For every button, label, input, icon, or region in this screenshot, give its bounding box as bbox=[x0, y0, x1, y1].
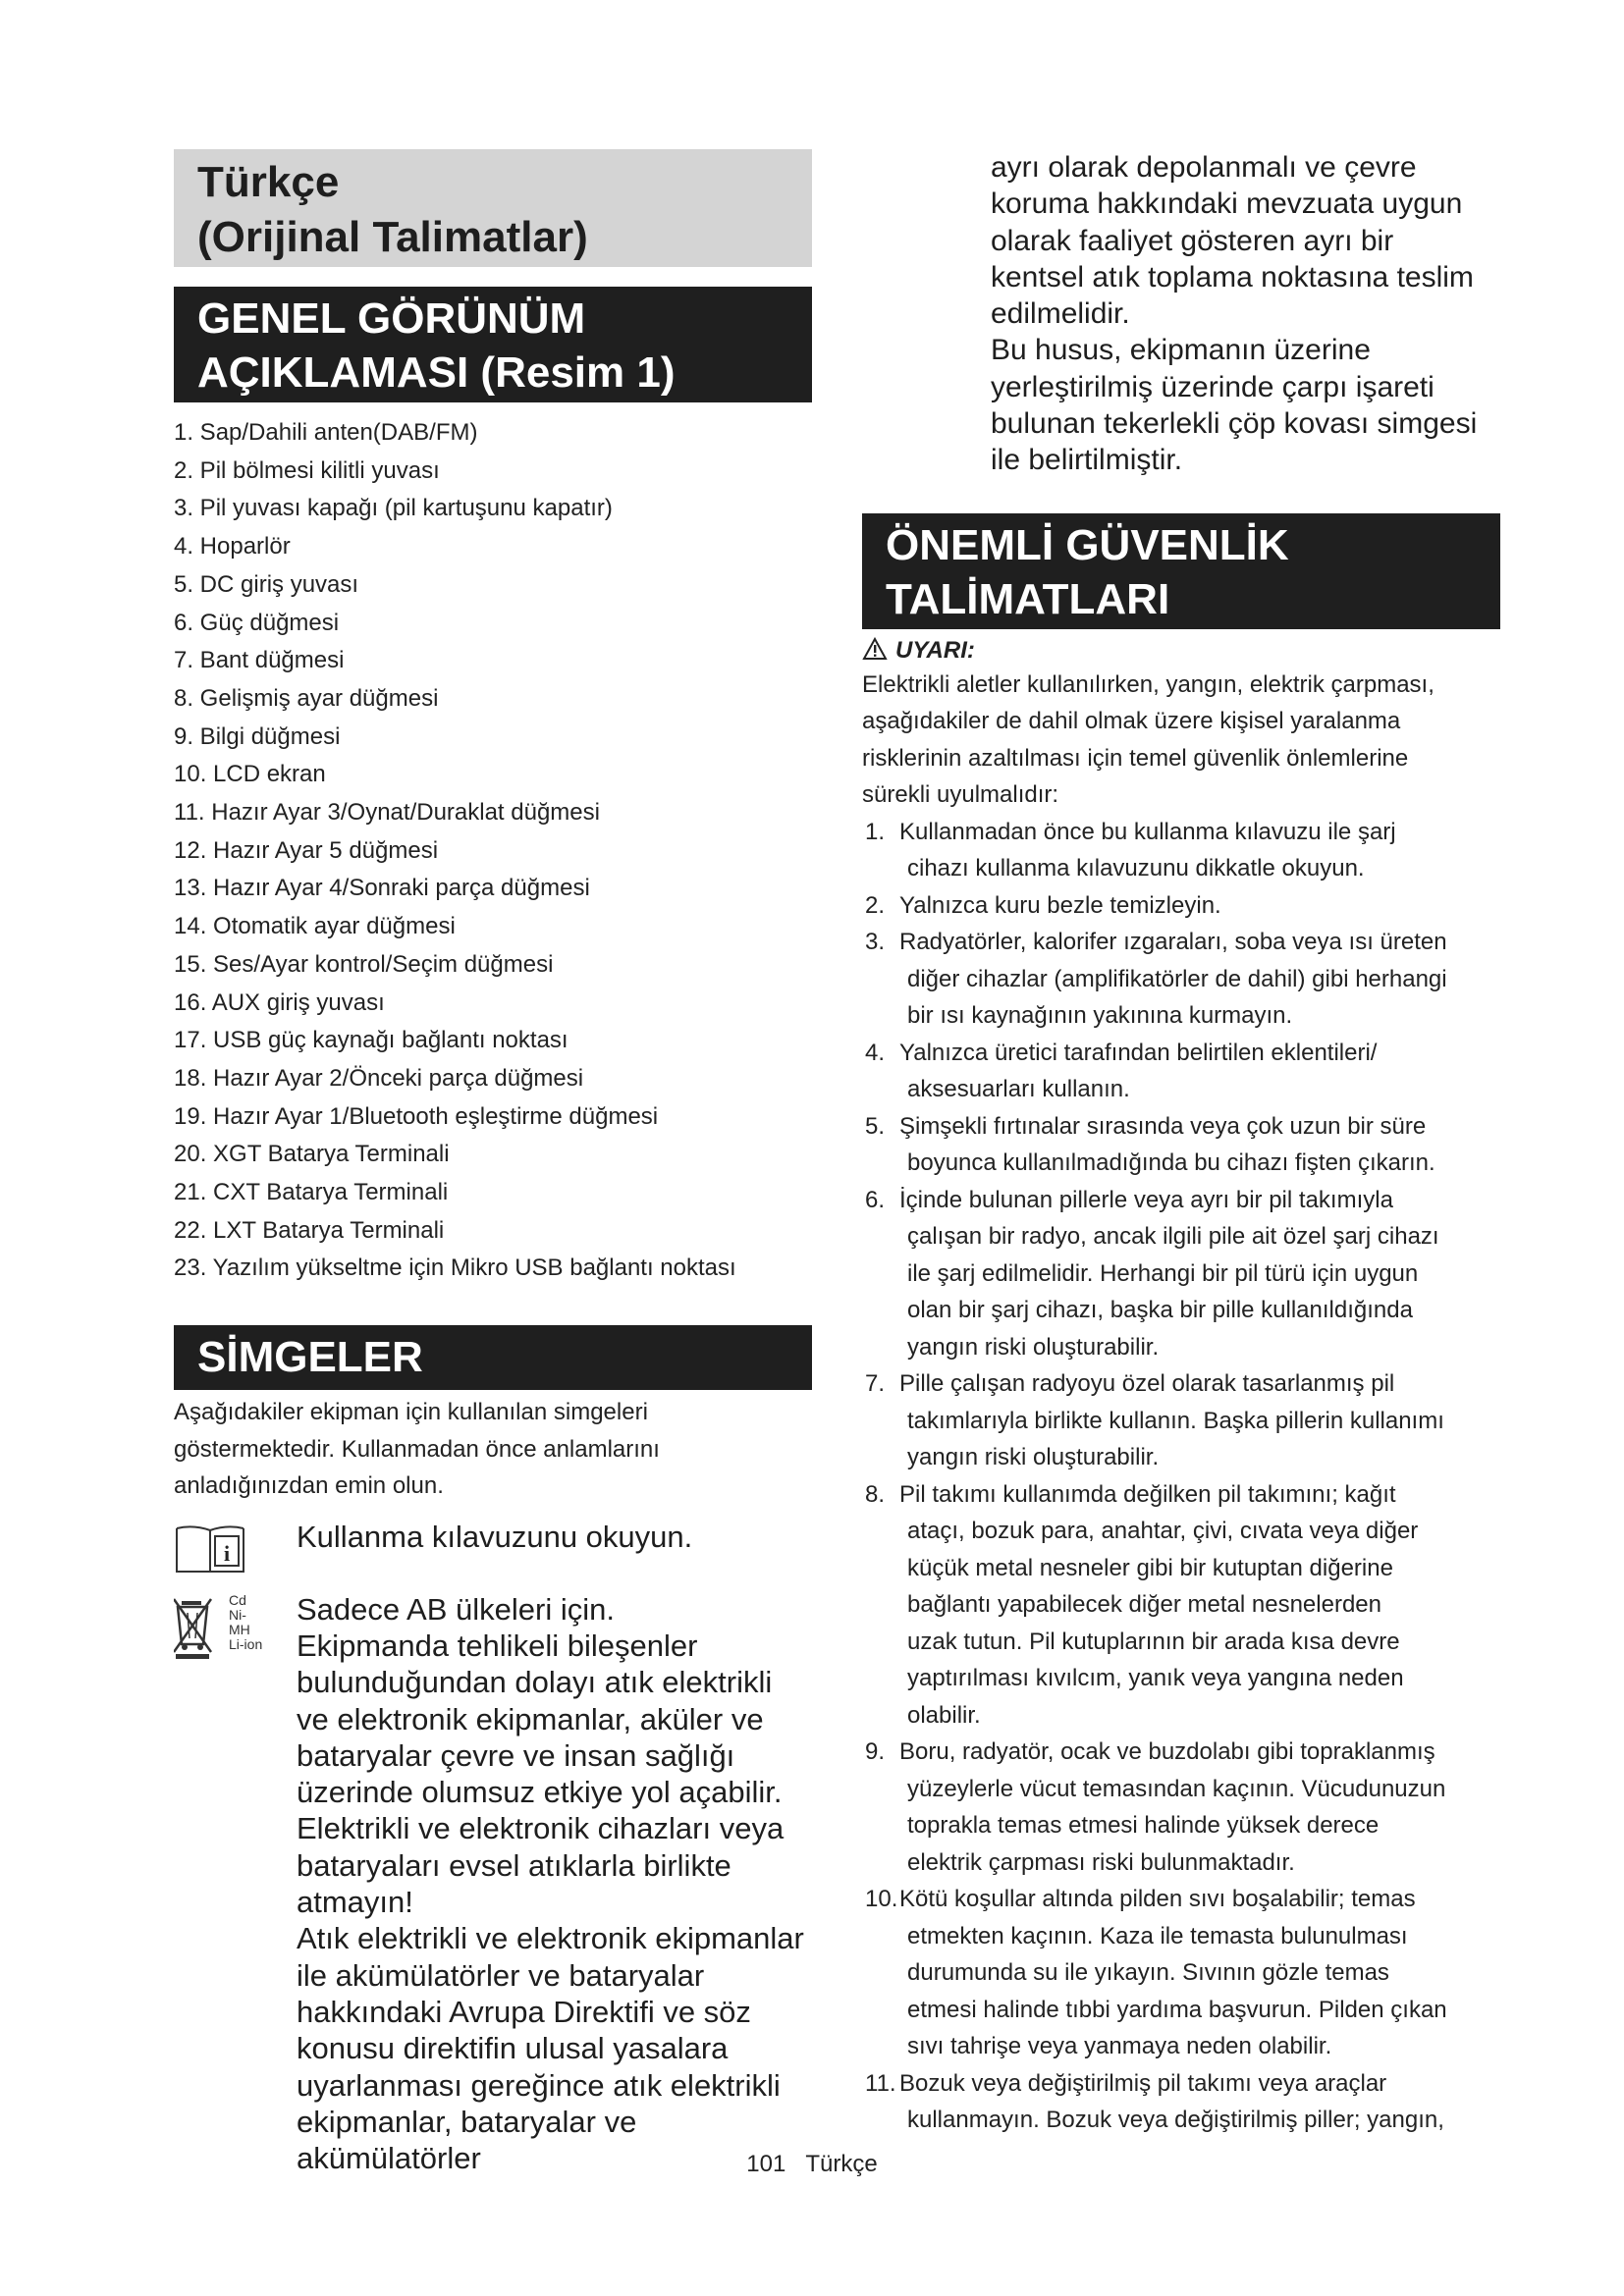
text-line: bataryaları evsel atıklarla birlikte bbox=[297, 1847, 731, 1883]
text-line: uzak tutun. Pil kutuplarının bir arada kısa devre bbox=[907, 1628, 1400, 1655]
text-line: etmesi halinde tıbbi yardıma başvurun. Pilden çıkan bbox=[907, 1996, 1447, 2023]
safety-intro bbox=[862, 667, 1500, 814]
rule-number: 3. bbox=[865, 929, 886, 956]
text-line: Kötü koşullar altında pilden sıvı boşalabilir; temas bbox=[899, 1886, 1416, 1913]
rule-number: 1. bbox=[865, 818, 886, 845]
rule-text bbox=[899, 814, 1500, 887]
warning-label bbox=[862, 635, 1500, 667]
text-line: ataçı, bozuk para, anahtar, çivi, cıvata veya diğer bbox=[907, 1518, 1419, 1545]
rule-number: 10. bbox=[865, 1886, 898, 1913]
text-line: ile akümülatörler ve bataryalar bbox=[297, 1957, 705, 1993]
symbols-intro bbox=[174, 1394, 812, 1505]
text-line: Atık elektrikli ve elektronik ekipmanlar bbox=[297, 1921, 804, 1956]
text-line: elektrik çarpması riski bulunmaktadır. bbox=[907, 1848, 1295, 1876]
text-line: atmayın! bbox=[297, 1885, 413, 1920]
text-line: İçinde bulunan pillerle veya ayrı bir pil takımıyla bbox=[899, 1186, 1393, 1213]
list-item bbox=[862, 1881, 1500, 2065]
list-item bbox=[862, 924, 1500, 1035]
symbols-heading: SİMGELER bbox=[174, 1325, 812, 1390]
text-line: Boru, radyatör, ocak ve buzdolabı gibi topraklanmış bbox=[899, 1738, 1435, 1766]
safety-heading-line2: TALİMATLARI bbox=[886, 574, 1170, 623]
list-item: 10. LCD ekran bbox=[174, 761, 326, 788]
read-manual-icon bbox=[174, 1522, 246, 1580]
text-line: üzerinde olumsuz etkiye yol açabilir. bbox=[297, 1775, 783, 1810]
text-line: çalışan bir radyo, ancak ilgili pile ait özel şarj cihazı bbox=[907, 1223, 1439, 1251]
text-line: cihazı kullanma kılavuzunu dikkatle okuyun. bbox=[907, 855, 1365, 882]
text-line: diğer cihazlar (amplifikatörler de dahil) gibi herhangi bbox=[907, 965, 1447, 992]
overview-heading bbox=[174, 287, 812, 402]
rule-number: 6. bbox=[865, 1186, 886, 1213]
text-line: yangın riski oluşturabilir. bbox=[907, 1333, 1160, 1361]
list-item: 22. LXT Batarya Terminali bbox=[174, 1216, 445, 1244]
text-line: göstermektedir. Kullanmadan önce anlamlarını bbox=[174, 1435, 660, 1463]
text-line: hakkındaki Avrupa Direktifi ve söz bbox=[297, 1994, 751, 2029]
text-line: olan bir şarj cihazı, başka bir pille kullanıldığında bbox=[907, 1297, 1413, 1324]
text-line: Pil takımı kullanımda değilken pil takımını; kağıt bbox=[899, 1480, 1396, 1508]
list-item: 7. Bant düğmesi bbox=[174, 647, 345, 674]
text-line: Elektrikli aletler kullanılırken, yangın, elektrik çarpması, bbox=[862, 670, 1435, 698]
text-line: Yalnızca üretici tarafından belirtilen eklentileri/ bbox=[899, 1039, 1378, 1066]
text-line: yüzeylerle vücut temasından kaçının. Vücudunuzun bbox=[907, 1775, 1446, 1802]
symbol-eu-row bbox=[174, 1591, 812, 2177]
text-line: aksesuarları kullanın. bbox=[907, 1076, 1130, 1103]
eu-disposal-text bbox=[297, 1591, 812, 2177]
eu-disposal-continued bbox=[991, 149, 1500, 479]
text-line: Şimşekli fırtınalar sırasında veya çok uzun bir süre bbox=[899, 1112, 1427, 1140]
text-line: bataryalar çevre ve insan sağlığı bbox=[297, 1737, 735, 1773]
list-item: 8. Gelişmiş ayar düğmesi bbox=[174, 684, 439, 712]
list-item bbox=[862, 1108, 1500, 1182]
text-line: Kullanmadan önce bu kullanma kılavuzu ile şarj bbox=[899, 818, 1396, 845]
rule-text bbox=[899, 1365, 1500, 1476]
text-line: konusu direktifin ulusal yasalara bbox=[297, 2031, 729, 2066]
text-line: takımlarıyla birlikte kullanın. Başka pillerin kullanımı bbox=[907, 1407, 1444, 1434]
rule-number: 11. bbox=[865, 2069, 896, 2097]
text-line: ve elektronik ekipmanlar, aküler ve bbox=[297, 1701, 764, 1736]
list-item: 3. Pil yuvası kapağı (pil kartuşunu kapatır) bbox=[174, 495, 613, 522]
page-number: 101 bbox=[746, 2151, 786, 2177]
text-line: aşağıdakiler de dahil olmak üzere kişisel yaralanma bbox=[862, 708, 1401, 735]
language-title: Türkçe bbox=[197, 158, 340, 206]
rule-text bbox=[899, 1108, 1500, 1182]
rule-number: 2. bbox=[865, 891, 886, 919]
rule-number: 8. bbox=[865, 1480, 886, 1508]
symbol-manual-row bbox=[174, 1519, 812, 1577]
text-line: anladığınızdan emin olun. bbox=[174, 1472, 444, 1500]
left-column bbox=[174, 149, 812, 2176]
language-header bbox=[174, 149, 812, 267]
safety-heading-line1: ÖNEMLİ GÜVENLİK bbox=[886, 520, 1289, 569]
svg-text:i: i bbox=[223, 1540, 231, 1566]
safety-heading bbox=[862, 513, 1500, 629]
list-item: 16. AUX giriş yuvası bbox=[174, 988, 385, 1016]
text-line: koruma hakkındaki mevzuata uygun bbox=[991, 187, 1463, 221]
list-item: 5. DC giriş yuvası bbox=[174, 570, 359, 598]
list-item: 21. CXT Batarya Terminali bbox=[174, 1179, 449, 1206]
overview-heading-line2: AÇIKLAMASI (Resim 1) bbox=[197, 348, 676, 397]
rule-number: 5. bbox=[865, 1112, 886, 1140]
rule-text bbox=[899, 1035, 1500, 1108]
list-item: 6. Güç düğmesi bbox=[174, 609, 340, 636]
rule-text bbox=[899, 1881, 1500, 2065]
list-item bbox=[862, 1182, 1500, 1366]
text-line: Elektrikli ve elektronik cihazları veya bbox=[297, 1811, 785, 1846]
text-line: etmekten kaçının. Kaza ile temasta bulunulması bbox=[907, 1922, 1408, 1949]
rule-text bbox=[899, 924, 1500, 1035]
list-item: 15. Ses/Ayar kontrol/Seçim düğmesi bbox=[174, 950, 554, 978]
text-line: yerleştirilmiş üzerinde çarpı işareti bbox=[991, 370, 1435, 403]
text-line: Ekipmanda tehlikeli bileşenler bbox=[297, 1628, 698, 1663]
text-line: durumunda su ile yıkayın. Sıvının gözle temas bbox=[907, 1959, 1389, 1987]
rule-text bbox=[899, 1182, 1500, 1366]
rule-text bbox=[899, 1476, 1500, 1735]
text-line: kullanmayın. Bozuk veya değiştirilmiş piller; yangın, bbox=[907, 2107, 1444, 2134]
warning-text: UYARI: bbox=[895, 636, 975, 664]
text-line: edilmelidir. bbox=[991, 297, 1130, 331]
text-line: sürekli uyulmalıdır: bbox=[862, 781, 1059, 809]
text-line: ile şarj edilmelidir. Herhangi bir pil türü için uygun bbox=[907, 1259, 1419, 1287]
text-line: Sadece AB ülkeleri için. bbox=[297, 1591, 615, 1627]
list-item: 20. XGT Batarya Terminali bbox=[174, 1141, 450, 1168]
text-line: toprakla temas etmesi halinde yüksek derece bbox=[907, 1812, 1380, 1840]
list-item: 2. Pil bölmesi kilitli yuvası bbox=[174, 456, 440, 484]
list-item bbox=[862, 814, 1500, 887]
text-line: risklerinin azaltılması için temel güvenlik önlemlerine bbox=[862, 744, 1409, 772]
list-item: 19. Hazır Ayar 1/Bluetooth eşleştirme düğmesi bbox=[174, 1102, 659, 1130]
list-item: 1. Sap/Dahili anten(DAB/FM) bbox=[174, 419, 478, 446]
warning-triangle-icon bbox=[862, 637, 888, 661]
rule-number: 9. bbox=[865, 1738, 886, 1766]
list-item: 23. Yazılım yükseltme için Mikro USB bağlantı noktası bbox=[174, 1255, 736, 1282]
parts-list bbox=[174, 414, 812, 1288]
right-column bbox=[862, 149, 1500, 2139]
text-line: Bu husus, ekipmanın üzerine bbox=[991, 334, 1371, 367]
list-item: 14. Otomatik ayar düğmesi bbox=[174, 913, 456, 940]
text-line: bağlantı yapabilecek diğer metal nesnelerden bbox=[907, 1591, 1381, 1619]
list-item bbox=[862, 887, 1500, 925]
text-line: Pille çalışan radyoyu özel olarak tasarlanmış pil bbox=[899, 1370, 1395, 1398]
footer-language: Türkçe bbox=[805, 2151, 878, 2177]
rule-text bbox=[899, 1734, 1500, 1881]
rule-number: 4. bbox=[865, 1039, 886, 1066]
text-line: yangın riski oluşturabilir. bbox=[907, 1444, 1160, 1471]
text-line: olarak faaliyet gösteren ayrı bir bbox=[991, 224, 1394, 257]
page-footer bbox=[0, 2151, 1624, 2178]
list-item bbox=[862, 1365, 1500, 1476]
read-manual-text: Kullanma kılavuzunu okuyun. bbox=[297, 1519, 693, 1554]
text-line: sıvı tahrişe veya yanmaya neden olabilir. bbox=[907, 2033, 1332, 2060]
rule-text bbox=[899, 887, 1500, 925]
text-line: kentsel atık toplama noktasına teslim bbox=[991, 260, 1474, 294]
list-item: 18. Hazır Ayar 2/Önceki parça düğmesi bbox=[174, 1064, 584, 1092]
text-line: küçük metal nesneler gibi bir kutuptan diğerine bbox=[907, 1554, 1393, 1581]
list-item bbox=[862, 1476, 1500, 1735]
text-line: bulunduğundan dolayı atık elektrikli bbox=[297, 1665, 773, 1700]
safety-rules-list bbox=[862, 814, 1500, 2139]
text-line: olabilir. bbox=[907, 1701, 981, 1729]
text-line: ekipmanlar, bataryalar ve akümülatörler bbox=[297, 2104, 637, 2176]
list-item bbox=[862, 2065, 1500, 2139]
text-line: yaptırılması kıvılcım, yanık veya yangına neden bbox=[907, 1665, 1404, 1692]
list-item: 9. Bilgi düğmesi bbox=[174, 722, 341, 750]
text-line: Bozuk veya değiştirilmiş pil takımı veya araçlar bbox=[899, 2069, 1387, 2097]
text-line: Radyatörler, kalorifer ızgaraları, soba veya ısı üreten bbox=[899, 929, 1447, 956]
text-line: boyunca kullanılmadığında bu cihazı fişten çıkarın. bbox=[907, 1149, 1435, 1177]
list-item bbox=[862, 1734, 1500, 1881]
crossed-bin-icon bbox=[174, 1593, 267, 1667]
text-line: Yalnızca kuru bezle temizleyin. bbox=[899, 891, 1221, 919]
text-line: bir ısı kaynağının yakınına kurmayın. bbox=[907, 1002, 1293, 1030]
overview-heading-line1: GENEL GÖRÜNÜM bbox=[197, 294, 586, 343]
list-item: 11. Hazır Ayar 3/Oynat/Duraklat düğmesi bbox=[174, 799, 600, 827]
list-item: 4. Hoparlör bbox=[174, 533, 291, 561]
bin-label-nimh: Ni-MH bbox=[229, 1606, 250, 1637]
text-line: Aşağıdakiler ekipman için kullanılan simgeleri bbox=[174, 1399, 648, 1426]
language-subtitle: (Orijinal Talimatlar) bbox=[197, 213, 588, 261]
list-item: 13. Hazır Ayar 4/Sonraki parça düğmesi bbox=[174, 875, 590, 902]
list-item: 12. Hazır Ayar 5 düğmesi bbox=[174, 836, 439, 864]
text-line: ayrı olarak depolanmalı ve çevre bbox=[991, 151, 1417, 184]
text-line: bulunan tekerlekli çöp kovası simgesi bbox=[991, 407, 1478, 441]
list-item bbox=[862, 1035, 1500, 1108]
text-line: uyarlanması gereğince atık elektrikli bbox=[297, 2067, 781, 2103]
rule-number: 7. bbox=[865, 1370, 886, 1398]
text-line: ile belirtilmiştir. bbox=[991, 444, 1183, 477]
bin-label-liion: Li-ion bbox=[229, 1635, 263, 1652]
list-item: 17. USB güç kaynağı bağlantı noktası bbox=[174, 1027, 568, 1054]
rule-text bbox=[899, 2065, 1500, 2139]
bin-label-cd: Cd bbox=[229, 1591, 246, 1608]
